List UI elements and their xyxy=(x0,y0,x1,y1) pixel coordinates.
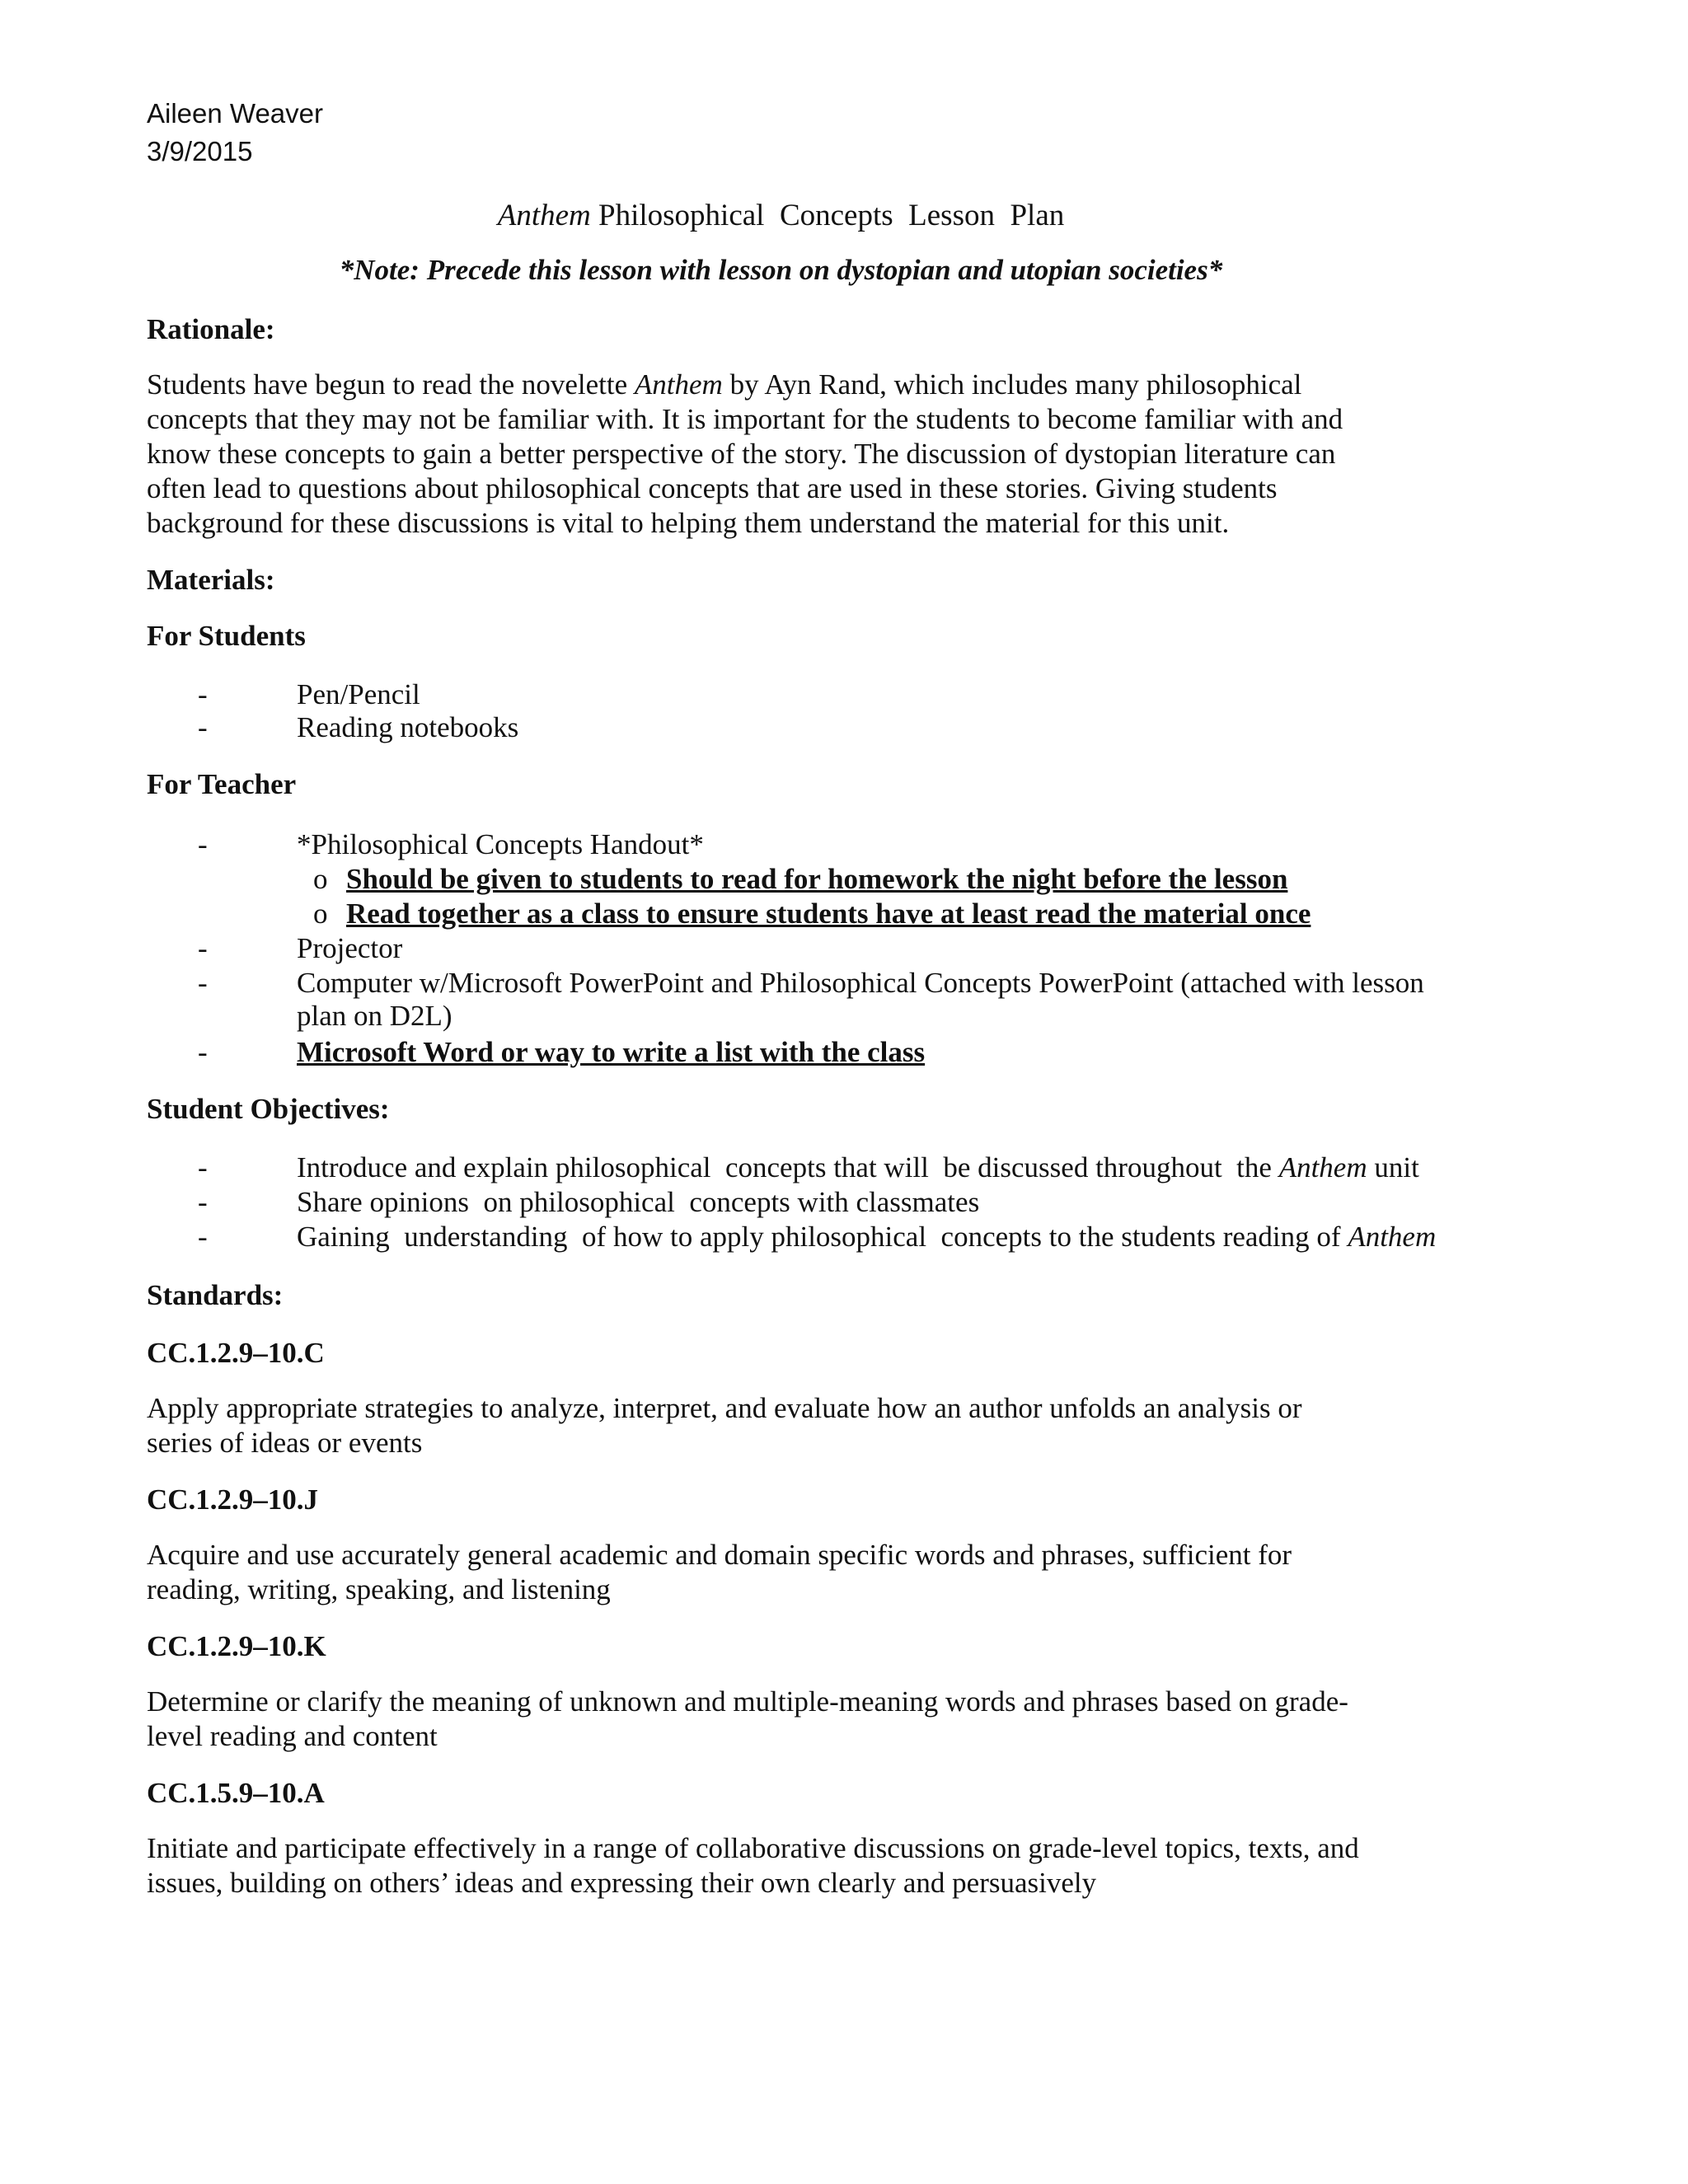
objective-text: Share opinions on philosophical concepts with classmates xyxy=(297,1186,980,1218)
objective-italic: Anthem xyxy=(1348,1221,1437,1253)
dash-bullet: - xyxy=(198,932,208,964)
standard-code: CC.1.2.9–10.C xyxy=(147,1337,325,1369)
rationale-line: know these concepts to gain a better perspective of the story. The discussion of dystopian literature can xyxy=(147,438,1336,470)
sub-list-item-text: Should be given to students to read for homework the night before the lesson xyxy=(346,863,1288,895)
list-item-text: *Philosophical Concepts Handout* xyxy=(297,828,704,860)
list-item-text xyxy=(297,1185,979,1220)
list-item-text xyxy=(297,1151,1419,1185)
rationale-paragraph xyxy=(147,368,1432,541)
standard-code: CC.1.2.9–10.K xyxy=(147,1630,326,1662)
standard-code: CC.1.5.9–10.A xyxy=(147,1777,325,1809)
list-item-text: Reading notebooks xyxy=(297,711,519,743)
standard-text: level reading and content xyxy=(147,1720,438,1752)
circle-bullet: o xyxy=(313,863,328,895)
list-item-text: Projector xyxy=(297,932,403,964)
list-item-text: Microsoft Word or way to write a list with the class xyxy=(297,1036,926,1068)
standards-heading: Standards: xyxy=(147,1279,284,1311)
sub-list-item-text: Read together as a class to ensure students have at least read the material once xyxy=(346,898,1311,930)
standard-text: Determine or clarify the meaning of unknown and multiple-meaning words and phrases based on grade- xyxy=(147,1685,1348,1718)
objectives-heading: Student Objectives: xyxy=(147,1093,390,1125)
rationale-line xyxy=(147,368,1432,402)
objective-text: Gaining understanding of how to apply philosophical concepts to the students reading of xyxy=(297,1221,1348,1253)
standard-text: issues, building on others’ ideas and expressing their own clearly and persuasively xyxy=(147,1867,1097,1899)
dash-bullet: - xyxy=(198,678,208,710)
rationale-line-italic: Anthem xyxy=(634,368,723,401)
title-italic: Anthem xyxy=(497,199,591,232)
dash-bullet: - xyxy=(198,1221,208,1253)
standard-text: Acquire and use accurately general academic and domain specific words and phrases, sufficient for xyxy=(147,1539,1292,1571)
document-title xyxy=(0,198,1562,233)
rationale-line: background for these discussions is vital to helping them understand the material for this unit. xyxy=(147,507,1230,539)
standard-code: CC.1.2.9–10.J xyxy=(147,1483,319,1516)
list-item-text xyxy=(297,1220,1436,1254)
author-name: Aileen Weaver xyxy=(147,98,324,129)
list-item-text: plan on D2L) xyxy=(297,1000,452,1032)
materials-heading: Materials: xyxy=(147,564,275,596)
rationale-heading: Rationale: xyxy=(147,313,275,345)
objective-italic: Anthem xyxy=(1278,1151,1367,1183)
dash-bullet: - xyxy=(198,967,208,999)
standard-text: Initiate and participate effectively in a range of collaborative discussions on grade-level topics, texts, and xyxy=(147,1832,1359,1864)
standard-text: Apply appropriate strategies to analyze, interpret, and evaluate how an author unfolds an analysis or xyxy=(147,1392,1302,1424)
dash-bullet: - xyxy=(198,828,208,860)
dash-bullet: - xyxy=(198,711,208,743)
rationale-line-text: by Ayn Rand, which includes many philosophical xyxy=(722,368,1302,401)
dash-bullet: - xyxy=(198,1151,208,1183)
circle-bullet: o xyxy=(313,898,328,930)
lesson-note: *Note: Precede this lesson with lesson on dystopian and utopian societies* xyxy=(339,254,1223,286)
standard-text: reading, writing, speaking, and listening xyxy=(147,1573,611,1605)
title-rest: Philosophical Concepts Lesson Plan xyxy=(590,199,1065,232)
dash-bullet: - xyxy=(198,1036,208,1068)
for-students-heading: For Students xyxy=(147,620,306,652)
standard-text: series of ideas or events xyxy=(147,1427,423,1459)
objective-text: unit xyxy=(1367,1151,1419,1183)
list-item-text: Computer w/Microsoft PowerPoint and Philosophical Concepts PowerPoint (attached with lesson xyxy=(297,967,1424,999)
list-item-text: Pen/Pencil xyxy=(297,678,420,710)
for-teacher-heading: For Teacher xyxy=(147,768,297,800)
objective-text: Introduce and explain philosophical concepts that will be discussed throughout the xyxy=(297,1151,1279,1183)
document-date: 3/9/2015 xyxy=(147,136,253,166)
dash-bullet: - xyxy=(198,1186,208,1218)
rationale-line-text: Students have begun to read the novelette xyxy=(147,368,635,401)
rationale-line: often lead to questions about philosophical concepts that are used in these stories. Giving students xyxy=(147,472,1278,504)
rationale-line: concepts that they may not be familiar with. It is important for the students to become familiar with and xyxy=(147,403,1343,435)
